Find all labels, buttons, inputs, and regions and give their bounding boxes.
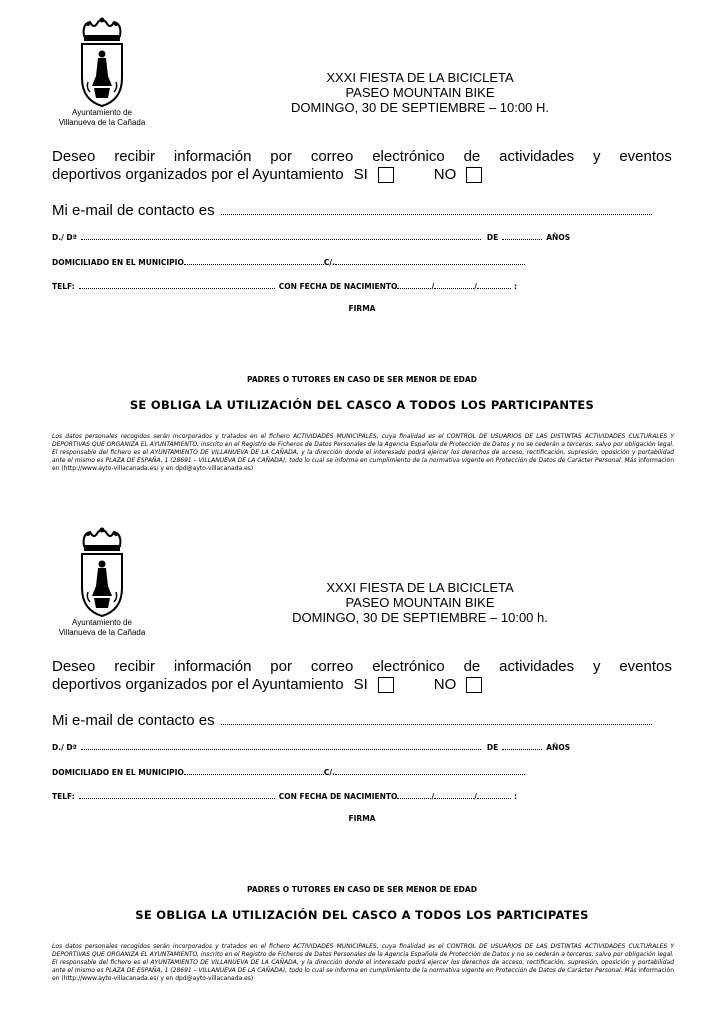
pref-word: electrónico bbox=[372, 148, 445, 165]
name-field[interactable] bbox=[81, 232, 481, 240]
birth-day-field[interactable] bbox=[397, 791, 431, 799]
phone-field[interactable] bbox=[79, 791, 275, 799]
crest-icon bbox=[74, 16, 130, 108]
privacy-text: Los datos personales recogidos serán incorporados y tratados en el fichero ACTIVIDADES MUNICIPALES, cuya finalidad es el CONTROL DE USUARIOS DE LAS DISTINTAS ACTIVIDADES CULTURALES Y DEPORTIVAS QUE ORGANIZA EL AYUNTAMIENTO, inscrito en el Registro de Ficheros de Datos Personales de la Agencia Española de Protección de Datos y no se cederán a terceros, salvo por obligación legal. El responsable del fichero es el AYUNTAMIENTO DE VILLANUEVA DE LA CAÑADA, y la dirección donde el interesado podrá ejercer los derechos de acceso, rectificación, supresión, oposición y portabilidad ante el mismo es PLAZA DE ESPAÑA, 1 (28691 – VILLANUEVA DE LA CAÑADA), todo lo cual se informa en cumplimiento de la normativa vigente en Protección de Datos de Carácter Personal. Más bbox=[52, 433, 674, 464]
crest-icon bbox=[74, 526, 130, 618]
privacy-contact: información en (http://www.ayto-villacanada.es/ y en dpd@ayto-villacanada.es) bbox=[52, 967, 674, 982]
no-label: NO bbox=[433, 676, 457, 693]
title-line3: DOMINGO, 30 DE SEPTIEMBRE – 10:00 H. bbox=[291, 100, 549, 115]
event-title bbox=[240, 70, 600, 115]
pref-line1 bbox=[52, 658, 672, 676]
phone-field[interactable] bbox=[79, 281, 275, 289]
helmet-notice: SE OBLIGA LA UTILIZACIÓN DEL CASCO A TODOS LOS PARTICIPATES bbox=[135, 908, 589, 922]
pref-word: información bbox=[173, 658, 252, 675]
birth-month-field[interactable] bbox=[434, 791, 474, 799]
pref-word: y bbox=[593, 148, 601, 165]
pref-word: recibir bbox=[114, 148, 156, 165]
birthdate-label: CON FECHA DE NACIMIENTO bbox=[278, 282, 398, 291]
age-field[interactable] bbox=[502, 742, 542, 750]
registration-form bbox=[0, 510, 724, 1010]
title-line3: DOMINGO, 30 DE SEPTIEMBRE – 10:00 h. bbox=[292, 610, 548, 625]
birth-year-field[interactable] bbox=[477, 791, 511, 799]
si-checkbox[interactable] bbox=[378, 167, 394, 183]
email-preference bbox=[52, 658, 672, 694]
birthdate-label: CON FECHA DE NACIMIENTO bbox=[278, 792, 398, 801]
signature-label: FIRMA bbox=[348, 304, 376, 313]
pref-line1 bbox=[52, 148, 672, 166]
pref-word: eventos bbox=[619, 658, 672, 675]
address-row bbox=[52, 767, 525, 778]
age-field[interactable] bbox=[502, 232, 542, 240]
logo-text-line2: Villanueva de la Cañada bbox=[58, 628, 146, 637]
calle-label: C/. bbox=[323, 768, 335, 777]
no-checkbox[interactable] bbox=[466, 167, 482, 183]
no-label: NO bbox=[433, 166, 457, 183]
dna-label: D./ Dª bbox=[52, 743, 77, 752]
de-label: DE bbox=[486, 233, 499, 242]
email-row bbox=[52, 712, 652, 730]
guardian-note: PADRES O TUTORES EN CASO DE SER MENOR DE EDAD bbox=[247, 885, 477, 894]
pref-word: por bbox=[270, 148, 292, 165]
phone-row bbox=[52, 791, 517, 802]
anos-label: AÑOS bbox=[546, 743, 571, 752]
pref-word: Deseo bbox=[52, 148, 96, 165]
pref-word: actividades bbox=[499, 148, 575, 165]
date-separator: / bbox=[474, 282, 477, 291]
pref-line2 bbox=[52, 166, 672, 184]
telf-label: TELF: bbox=[52, 792, 75, 801]
domicilio-label: DOMICILIADO EN EL MUNICIPIO bbox=[52, 258, 184, 267]
privacy-notice bbox=[52, 433, 674, 473]
pref-word: Deseo bbox=[52, 658, 96, 675]
domicilio-label: DOMICILIADO EN EL MUNICIPIO bbox=[52, 768, 184, 777]
birth-month-field[interactable] bbox=[434, 281, 474, 289]
pref-word: y bbox=[593, 658, 601, 675]
colon: : bbox=[513, 792, 517, 801]
birth-year-field[interactable] bbox=[477, 281, 511, 289]
si-label: SI bbox=[353, 676, 368, 693]
no-checkbox[interactable] bbox=[466, 677, 482, 693]
privacy-text: Los datos personales recogidos serán incorporados y tratados en el fichero ACTIVIDADES MUNICIPALES, cuya finalidad es el CONTROL DE USUARIOS DE LAS DISTINTAS ACTIVIDADES CULTURALES Y DEPORTIVAS QUE ORGANIZA EL AYUNTAMIENTO, inscrito en el Registro de Ficheros de Datos Personales de la Agencia Española de Protección de Datos y no se cederán a terceros, salvo por obligación legal. El responsable del fichero es el AYUNTAMIENTO DE VILLANUEVA DE LA CAÑADA, y la dirección donde el interesado podrá ejercer los derechos de acceso, rectificación, supresión, oposición y portabilidad ante el mismo es PLAZA DE ESPAÑA, 1 (28691 – VILLANUEVA DE LA CAÑADA), todo lo cual se informa en cumplimiento de la normativa vigente en Protección de Datos de Carácter Personal. Más bbox=[52, 943, 674, 974]
date-separator: / bbox=[431, 792, 435, 801]
event-title bbox=[240, 580, 600, 625]
anos-label: AÑOS bbox=[546, 233, 571, 242]
pref-word: actividades bbox=[499, 658, 575, 675]
email-row bbox=[52, 202, 652, 220]
email-label: Mi e-mail de contacto es bbox=[52, 202, 215, 219]
registration-form bbox=[0, 0, 724, 500]
street-field[interactable] bbox=[335, 767, 525, 775]
guardian-note: PADRES O TUTORES EN CASO DE SER MENOR DE EDAD bbox=[247, 375, 477, 384]
de-label: DE bbox=[486, 743, 499, 752]
email-preference bbox=[52, 148, 672, 184]
signature-label: FIRMA bbox=[348, 814, 376, 823]
municipality-field[interactable] bbox=[184, 767, 324, 775]
logo-text-line1: Ayuntamiento de bbox=[72, 108, 132, 117]
address-row bbox=[52, 257, 525, 268]
pref-word: de bbox=[463, 658, 481, 675]
calle-label: C/. bbox=[323, 258, 335, 267]
email-label: Mi e-mail de contacto es bbox=[52, 712, 215, 729]
pref-word: electrónico bbox=[372, 658, 445, 675]
pref-line2-text: deportivos organizados por el Ayuntamiento bbox=[52, 676, 344, 693]
pref-word: por bbox=[270, 658, 292, 675]
pref-line2 bbox=[52, 676, 672, 694]
pref-word: de bbox=[463, 148, 481, 165]
email-field[interactable] bbox=[221, 202, 652, 215]
name-row bbox=[52, 232, 570, 243]
name-field[interactable] bbox=[81, 742, 481, 750]
logo-text-line2: Villanueva de la Cañada bbox=[58, 118, 146, 127]
telf-label: TELF: bbox=[52, 282, 75, 291]
name-row bbox=[52, 742, 570, 753]
pref-word: correo bbox=[310, 148, 354, 165]
birth-day-field[interactable] bbox=[397, 281, 431, 289]
street-field[interactable] bbox=[335, 257, 525, 265]
email-field[interactable] bbox=[221, 712, 652, 725]
colon: : bbox=[513, 282, 517, 291]
title-line1: XXXI FIESTA DE LA BICICLETA bbox=[326, 70, 514, 85]
date-separator: / bbox=[431, 282, 435, 291]
si-label: SI bbox=[353, 166, 368, 183]
privacy-contact: información en (http://www.ayto-villacanada.es/ y en dpd@ayto-villacanada.es) bbox=[52, 457, 674, 472]
pref-word: correo bbox=[310, 658, 354, 675]
helmet-notice: SE OBLIGA LA UTILIZACIÓN DEL CASCO A TODOS LOS PARTICIPANTES bbox=[129, 398, 595, 412]
si-checkbox[interactable] bbox=[378, 677, 394, 693]
privacy-notice bbox=[52, 943, 674, 983]
municipality-field[interactable] bbox=[184, 257, 324, 265]
logo-text-line1: Ayuntamiento de bbox=[72, 618, 132, 627]
pref-word: información bbox=[173, 148, 252, 165]
title-line2: PASEO MOUNTAIN BIKE bbox=[345, 595, 495, 610]
date-separator: / bbox=[474, 792, 477, 801]
title-line2: PASEO MOUNTAIN BIKE bbox=[345, 85, 495, 100]
phone-row bbox=[52, 281, 517, 292]
pref-word: recibir bbox=[114, 658, 156, 675]
pref-line2-text: deportivos organizados por el Ayuntamiento bbox=[52, 166, 344, 183]
dna-label: D./ Dª bbox=[52, 233, 77, 242]
pref-word: eventos bbox=[619, 148, 672, 165]
title-line1: XXXI FIESTA DE LA BICICLETA bbox=[326, 580, 514, 595]
